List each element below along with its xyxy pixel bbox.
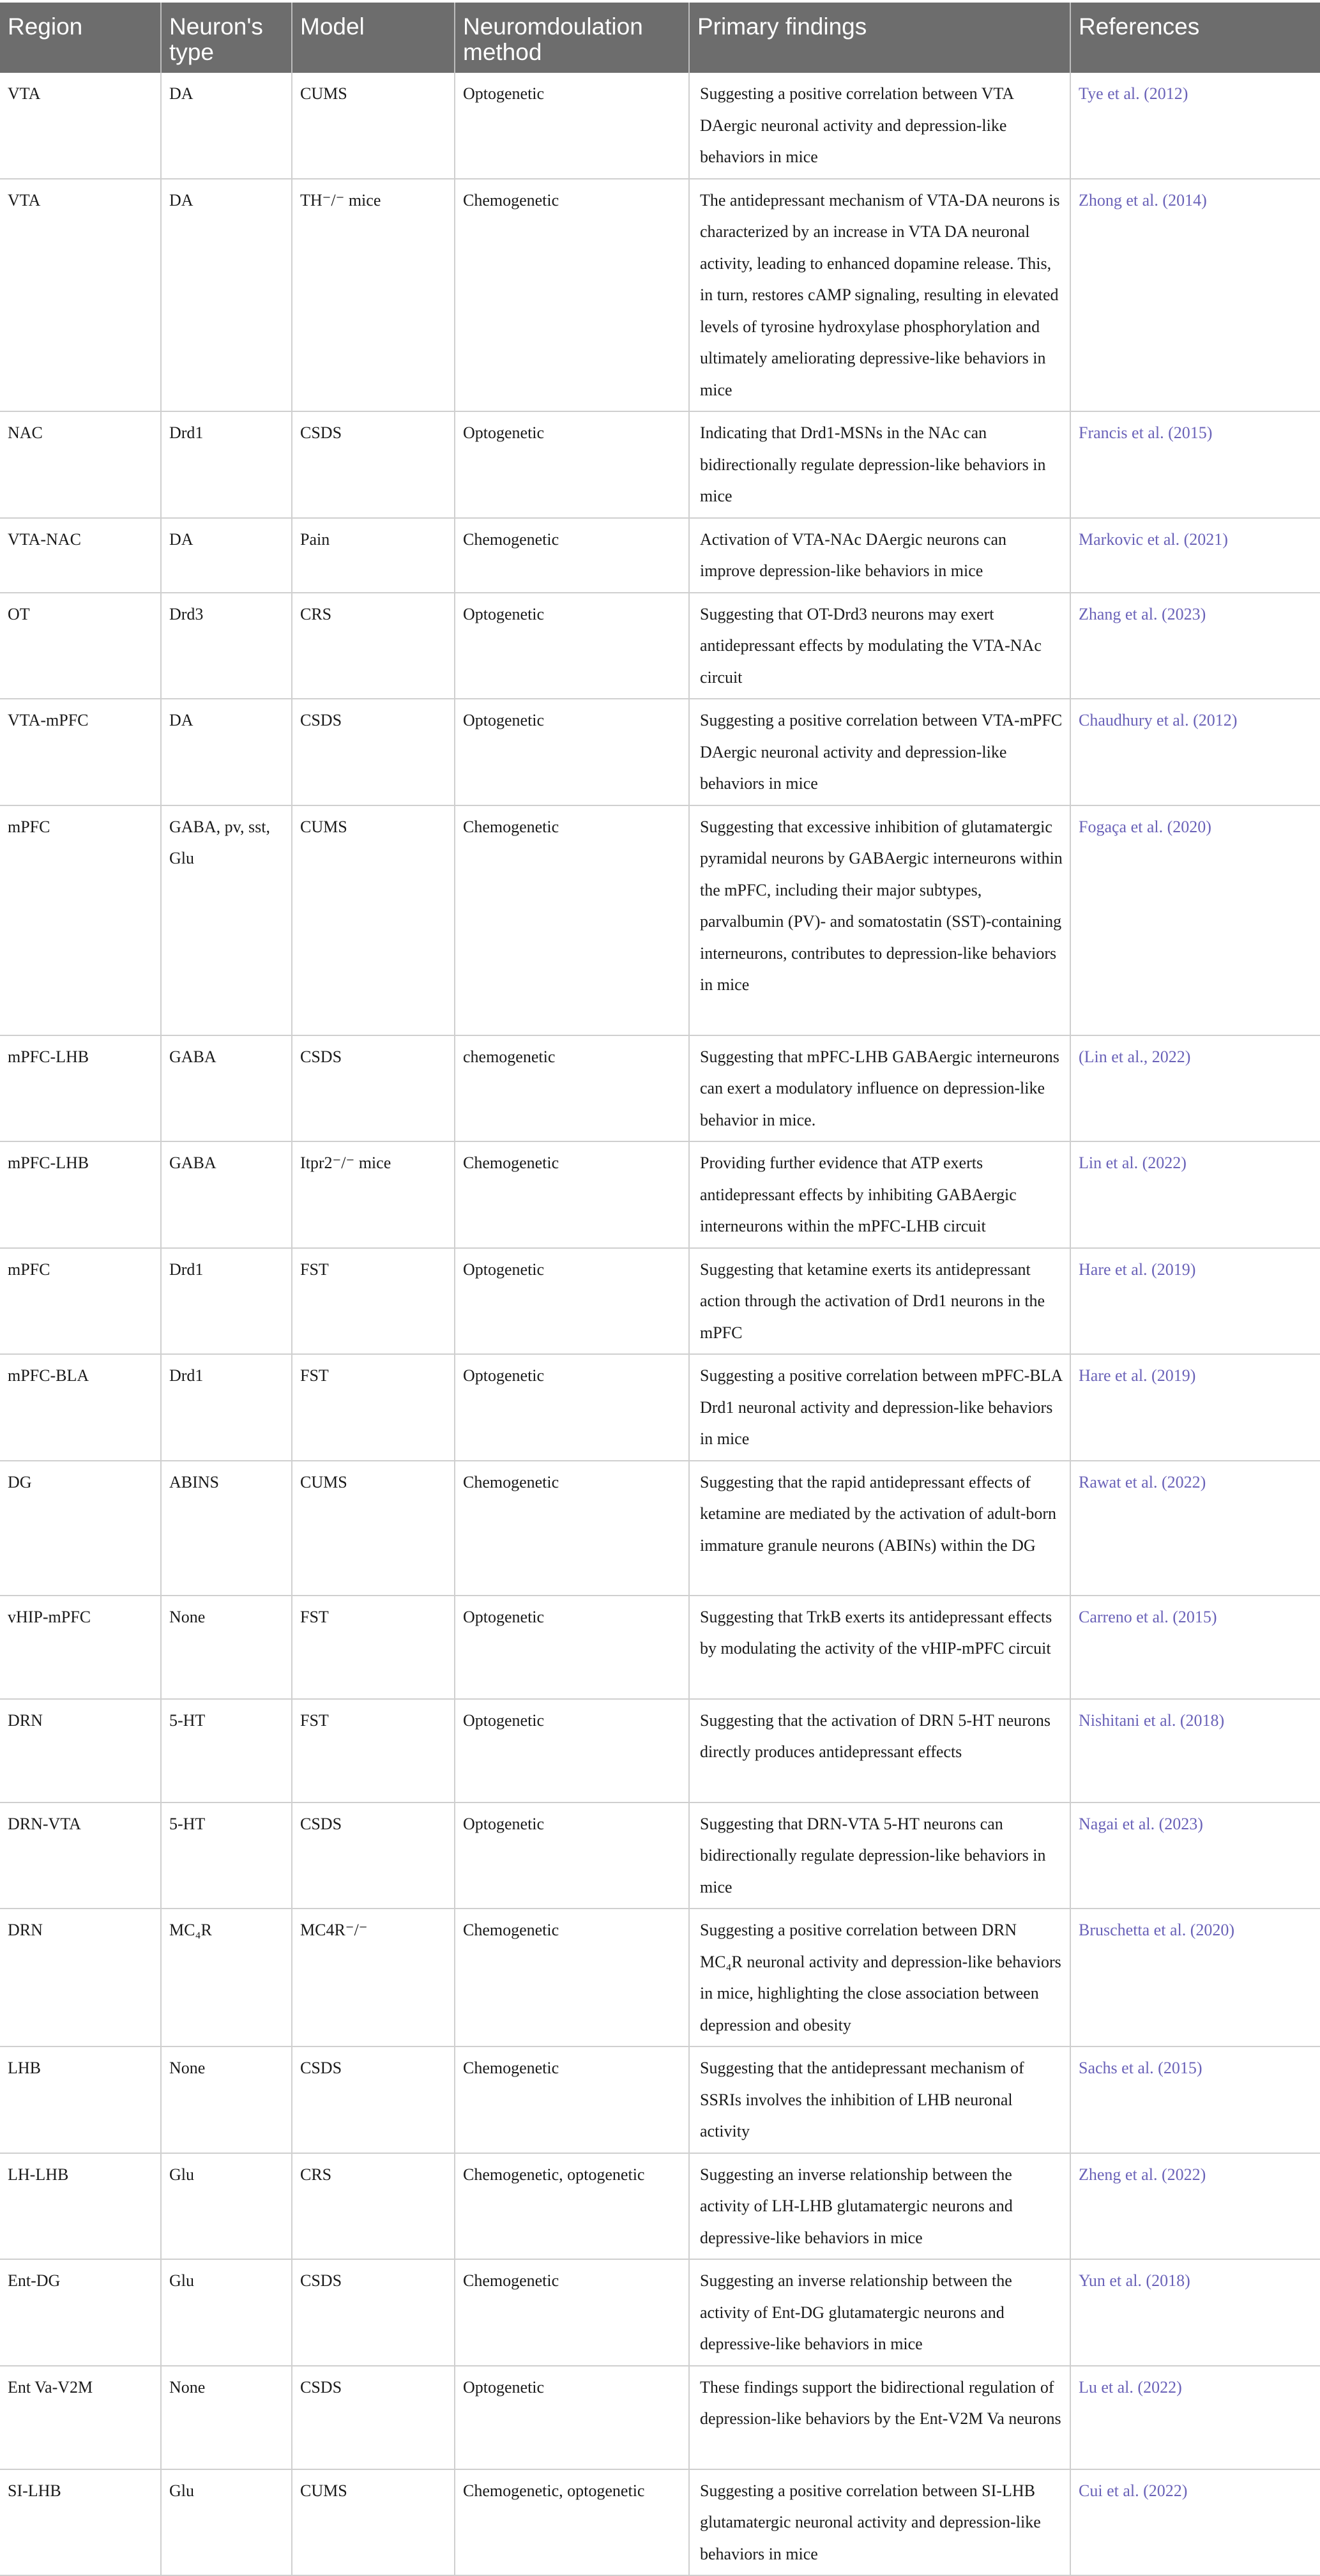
- cell-method: Chemogenetic: [455, 1461, 689, 1596]
- reference-link[interactable]: Cui et al. (2022): [1070, 2469, 1320, 2576]
- table-row: [0, 1802, 1320, 1909]
- cell-region: LH-LHB: [0, 2153, 161, 2260]
- cell-primary-finding: Suggesting a positive correlation between VTA-mPFC DAergic neuronal activity and depression-like behaviors in mice: [689, 699, 1070, 805]
- reference-link[interactable]: Tye et al. (2012): [1070, 73, 1320, 179]
- cell-model: FST: [292, 1596, 455, 1699]
- reference-link[interactable]: Zheng et al. (2022): [1070, 2153, 1320, 2260]
- reference-link[interactable]: Francis et al. (2015): [1070, 411, 1320, 518]
- cell-primary-finding: Suggesting that mPFC-LHB GABAergic interneurons can exert a modulatory influence on depression-like behavior in mice.: [689, 1035, 1070, 1142]
- reference-link[interactable]: Bruschetta et al. (2020): [1070, 1909, 1320, 2046]
- cell-primary-finding: Providing further evidence that ATP exerts antidepressant effects by inhibiting GABAergic interneurons within the mPFC-LHB circuit: [689, 1141, 1070, 1248]
- table-row: [0, 2259, 1320, 2366]
- cell-method: Chemogenetic: [455, 1909, 689, 2046]
- cell-method: Optogenetic: [455, 411, 689, 518]
- cell-model: CSDS: [292, 699, 455, 805]
- reference-link[interactable]: Markovic et al. (2021): [1070, 518, 1320, 593]
- cell-method: Optogenetic: [455, 2366, 689, 2469]
- table-row: [0, 2469, 1320, 2576]
- cell-region: LHB: [0, 2046, 161, 2153]
- cell-region: SI-LHB: [0, 2469, 161, 2576]
- cell-model: CUMS: [292, 805, 455, 1035]
- header-neuron-type: Neuron's type: [161, 3, 292, 73]
- table-row: [0, 1461, 1320, 1596]
- cell-neuron-type: None: [161, 1596, 292, 1699]
- cell-neuron-type: Drd1: [161, 1248, 292, 1355]
- cell-model: FST: [292, 1354, 455, 1461]
- header-references: References: [1070, 3, 1320, 73]
- cell-region: VTA: [0, 73, 161, 179]
- table-row: [0, 1596, 1320, 1699]
- cell-model: MC4R⁻/⁻: [292, 1909, 455, 2046]
- reference-link[interactable]: Hare et al. (2019): [1070, 1354, 1320, 1461]
- cell-neuron-type: Drd1: [161, 411, 292, 518]
- reference-link[interactable]: Rawat et al. (2022): [1070, 1461, 1320, 1596]
- cell-method: Chemogenetic, optogenetic: [455, 2469, 689, 2576]
- cell-primary-finding: Suggesting that the antidepressant mechanism of SSRIs involves the inhibition of LHB neuronal activity: [689, 2046, 1070, 2153]
- table-row: [0, 518, 1320, 593]
- cell-primary-finding: Suggesting an inverse relationship between the activity of LH-LHB glutamatergic neurons and depressive-like behaviors in mice: [689, 2153, 1070, 2260]
- cell-region: VTA-mPFC: [0, 699, 161, 805]
- cell-region: DRN: [0, 1909, 161, 2046]
- cell-primary-finding: Suggesting that TrkB exerts its antidepressant effects by modulating the activity of the vHIP-mPFC circuit: [689, 1596, 1070, 1699]
- cell-neuron-type: MC₄R: [161, 1909, 292, 2046]
- table-row: [0, 699, 1320, 805]
- cell-neuron-type: ABINS: [161, 1461, 292, 1596]
- cell-method: Chemogenetic: [455, 1141, 689, 1248]
- table-row: [0, 593, 1320, 699]
- cell-region: mPFC: [0, 1248, 161, 1355]
- table-body: [0, 73, 1320, 2575]
- cell-model: Itpr2⁻/⁻ mice: [292, 1141, 455, 1248]
- table-row: [0, 1909, 1320, 2046]
- cell-region: vHIP-mPFC: [0, 1596, 161, 1699]
- reference-link[interactable]: Lu et al. (2022): [1070, 2366, 1320, 2469]
- reference-link[interactable]: Zhang et al. (2023): [1070, 593, 1320, 699]
- header-neuromodulation-method: Neuromdoulation method: [455, 3, 689, 73]
- cell-primary-finding: Suggesting that the activation of DRN 5-HT neurons directly produces antidepressant effects: [689, 1699, 1070, 1802]
- cell-model: FST: [292, 1248, 455, 1355]
- cell-region: DRN: [0, 1699, 161, 1802]
- cell-method: Chemogenetic: [455, 2259, 689, 2366]
- cell-region: mPFC-LHB: [0, 1035, 161, 1142]
- cell-model: Pain: [292, 518, 455, 593]
- cell-neuron-type: GABA: [161, 1035, 292, 1142]
- cell-neuron-type: DA: [161, 518, 292, 593]
- cell-neuron-type: GABA, pv, sst, Glu: [161, 805, 292, 1035]
- findings-table: [0, 3, 1320, 2576]
- reference-link[interactable]: Fogaça et al. (2020): [1070, 805, 1320, 1035]
- cell-primary-finding: Suggesting that OT-Drd3 neurons may exert antidepressant effects by modulating the VTA-NAc circuit: [689, 593, 1070, 699]
- cell-primary-finding: Suggesting that excessive inhibition of glutamatergic pyramidal neurons by GABAergic interneurons within the mPFC, including their major subtypes, parvalbumin (PV)- and somatostatin (SST)-containing interneurons, contributes to depression-like behaviors in mice: [689, 805, 1070, 1035]
- cell-region: NAC: [0, 411, 161, 518]
- reference-link[interactable]: Carreno et al. (2015): [1070, 1596, 1320, 1699]
- cell-model: CUMS: [292, 2469, 455, 2576]
- cell-primary-finding: Suggesting an inverse relationship between the activity of Ent-DG glutamatergic neurons and depressive-like behaviors in mice: [689, 2259, 1070, 2366]
- cell-neuron-type: None: [161, 2366, 292, 2469]
- cell-primary-finding: Indicating that Drd1-MSNs in the NAc can bidirectionally regulate depression-like behaviors in mice: [689, 411, 1070, 518]
- cell-neuron-type: DA: [161, 179, 292, 412]
- reference-link[interactable]: Zhong et al. (2014): [1070, 179, 1320, 412]
- cell-model: CSDS: [292, 2366, 455, 2469]
- cell-method: chemogenetic: [455, 1035, 689, 1142]
- cell-region: mPFC-BLA: [0, 1354, 161, 1461]
- table-row: [0, 411, 1320, 518]
- cell-model: CSDS: [292, 2046, 455, 2153]
- reference-link[interactable]: Lin et al. (2022): [1070, 1141, 1320, 1248]
- cell-method: Optogenetic: [455, 1354, 689, 1461]
- table-row: [0, 1035, 1320, 1142]
- cell-neuron-type: DA: [161, 73, 292, 179]
- cell-neuron-type: GABA: [161, 1141, 292, 1248]
- cell-region: OT: [0, 593, 161, 699]
- cell-primary-finding: Suggesting a positive correlation between SI-LHB glutamatergic neuronal activity and depression-like behaviors in mice: [689, 2469, 1070, 2576]
- cell-neuron-type: Glu: [161, 2153, 292, 2260]
- reference-link[interactable]: (Lin et al., 2022): [1070, 1035, 1320, 1142]
- cell-primary-finding: Suggesting that the rapid antidepressant effects of ketamine are mediated by the activation of adult-born immature granule neurons (ABINs) within the DG: [689, 1461, 1070, 1596]
- cell-region: mPFC: [0, 805, 161, 1035]
- cell-model: CUMS: [292, 1461, 455, 1596]
- cell-method: Optogenetic: [455, 73, 689, 179]
- cell-method: Chemogenetic: [455, 179, 689, 412]
- cell-neuron-type: 5-HT: [161, 1699, 292, 1802]
- cell-neuron-type: Glu: [161, 2259, 292, 2366]
- cell-model: CRS: [292, 593, 455, 699]
- cell-region: VTA: [0, 179, 161, 412]
- cell-method: Optogenetic: [455, 1699, 689, 1802]
- reference-link[interactable]: Hare et al. (2019): [1070, 1248, 1320, 1355]
- reference-link[interactable]: Nagai et al. (2023): [1070, 1802, 1320, 1909]
- cell-primary-finding: The antidepressant mechanism of VTA-DA neurons is characterized by an increase in VTA DA neuronal activity, leading to enhanced dopamine release. This, in turn, restores cAMP signaling, resulting in elevated levels of tyrosine hydroxylase phosphorylation and ultimately ameliorating depressive-like behaviors in mice: [689, 179, 1070, 412]
- table-row: [0, 2153, 1320, 2260]
- table-row: [0, 805, 1320, 1035]
- cell-method: Chemogenetic: [455, 2046, 689, 2153]
- header-region: Region: [0, 3, 161, 73]
- cell-region: DG: [0, 1461, 161, 1596]
- cell-model: CSDS: [292, 1802, 455, 1909]
- cell-neuron-type: Glu: [161, 2469, 292, 2576]
- cell-method: Optogenetic: [455, 593, 689, 699]
- table-row: [0, 1699, 1320, 1802]
- cell-model: CRS: [292, 2153, 455, 2260]
- table-row: [0, 1141, 1320, 1248]
- cell-neuron-type: 5-HT: [161, 1802, 292, 1909]
- cell-model: CSDS: [292, 1035, 455, 1142]
- table-row: [0, 179, 1320, 412]
- header-row: [0, 3, 1320, 73]
- cell-primary-finding: Suggesting a positive correlation between mPFC-BLA Drd1 neuronal activity and depression-like behaviors in mice: [689, 1354, 1070, 1461]
- header-model: Model: [292, 3, 455, 73]
- cell-region: mPFC-LHB: [0, 1141, 161, 1248]
- cell-primary-finding: Activation of VTA-NAc DAergic neurons can improve depression-like behaviors in mice: [689, 518, 1070, 593]
- cell-method: Optogenetic: [455, 1248, 689, 1355]
- reference-link[interactable]: Yun et al. (2018): [1070, 2259, 1320, 2366]
- cell-primary-finding: These findings support the bidirectional regulation of depression-like behaviors by the Ent-V2M Va neurons: [689, 2366, 1070, 2469]
- cell-region: Ent Va-V2M: [0, 2366, 161, 2469]
- cell-model: CSDS: [292, 2259, 455, 2366]
- cell-model: FST: [292, 1699, 455, 1802]
- reference-link[interactable]: Sachs et al. (2015): [1070, 2046, 1320, 2153]
- header-primary-findings: Primary findings: [689, 3, 1070, 73]
- cell-method: Optogenetic: [455, 699, 689, 805]
- cell-region: Ent-DG: [0, 2259, 161, 2366]
- table-row: [0, 1354, 1320, 1461]
- cell-model: CUMS: [292, 73, 455, 179]
- cell-model: TH⁻/⁻ mice: [292, 179, 455, 412]
- cell-primary-finding: Suggesting that ketamine exerts its antidepressant action through the activation of Drd1 neurons in the mPFC: [689, 1248, 1070, 1355]
- cell-method: Optogenetic: [455, 1596, 689, 1699]
- cell-model: CSDS: [292, 411, 455, 518]
- table-row: [0, 2046, 1320, 2153]
- cell-neuron-type: Drd1: [161, 1354, 292, 1461]
- cell-neuron-type: DA: [161, 699, 292, 805]
- cell-method: Chemogenetic, optogenetic: [455, 2153, 689, 2260]
- cell-neuron-type: None: [161, 2046, 292, 2153]
- reference-link[interactable]: Nishitani et al. (2018): [1070, 1699, 1320, 1802]
- cell-primary-finding: Suggesting a positive correlation between VTA DAergic neuronal activity and depression-like behaviors in mice: [689, 73, 1070, 179]
- cell-method: Optogenetic: [455, 1802, 689, 1909]
- table-row: [0, 73, 1320, 179]
- table-row: [0, 2366, 1320, 2469]
- reference-link[interactable]: Chaudhury et al. (2012): [1070, 699, 1320, 805]
- cell-primary-finding: Suggesting a positive correlation between DRN MC₄R neuronal activity and depression-like behaviors in mice, highlighting the close association between depression and obesity: [689, 1909, 1070, 2046]
- cell-region: DRN-VTA: [0, 1802, 161, 1909]
- table-row: [0, 1248, 1320, 1355]
- cell-method: Chemogenetic: [455, 805, 689, 1035]
- cell-region: VTA-NAC: [0, 518, 161, 593]
- cell-primary-finding: Suggesting that DRN-VTA 5-HT neurons can bidirectionally regulate depression-like behaviors in mice: [689, 1802, 1070, 1909]
- cell-neuron-type: Drd3: [161, 593, 292, 699]
- cell-method: Chemogenetic: [455, 518, 689, 593]
